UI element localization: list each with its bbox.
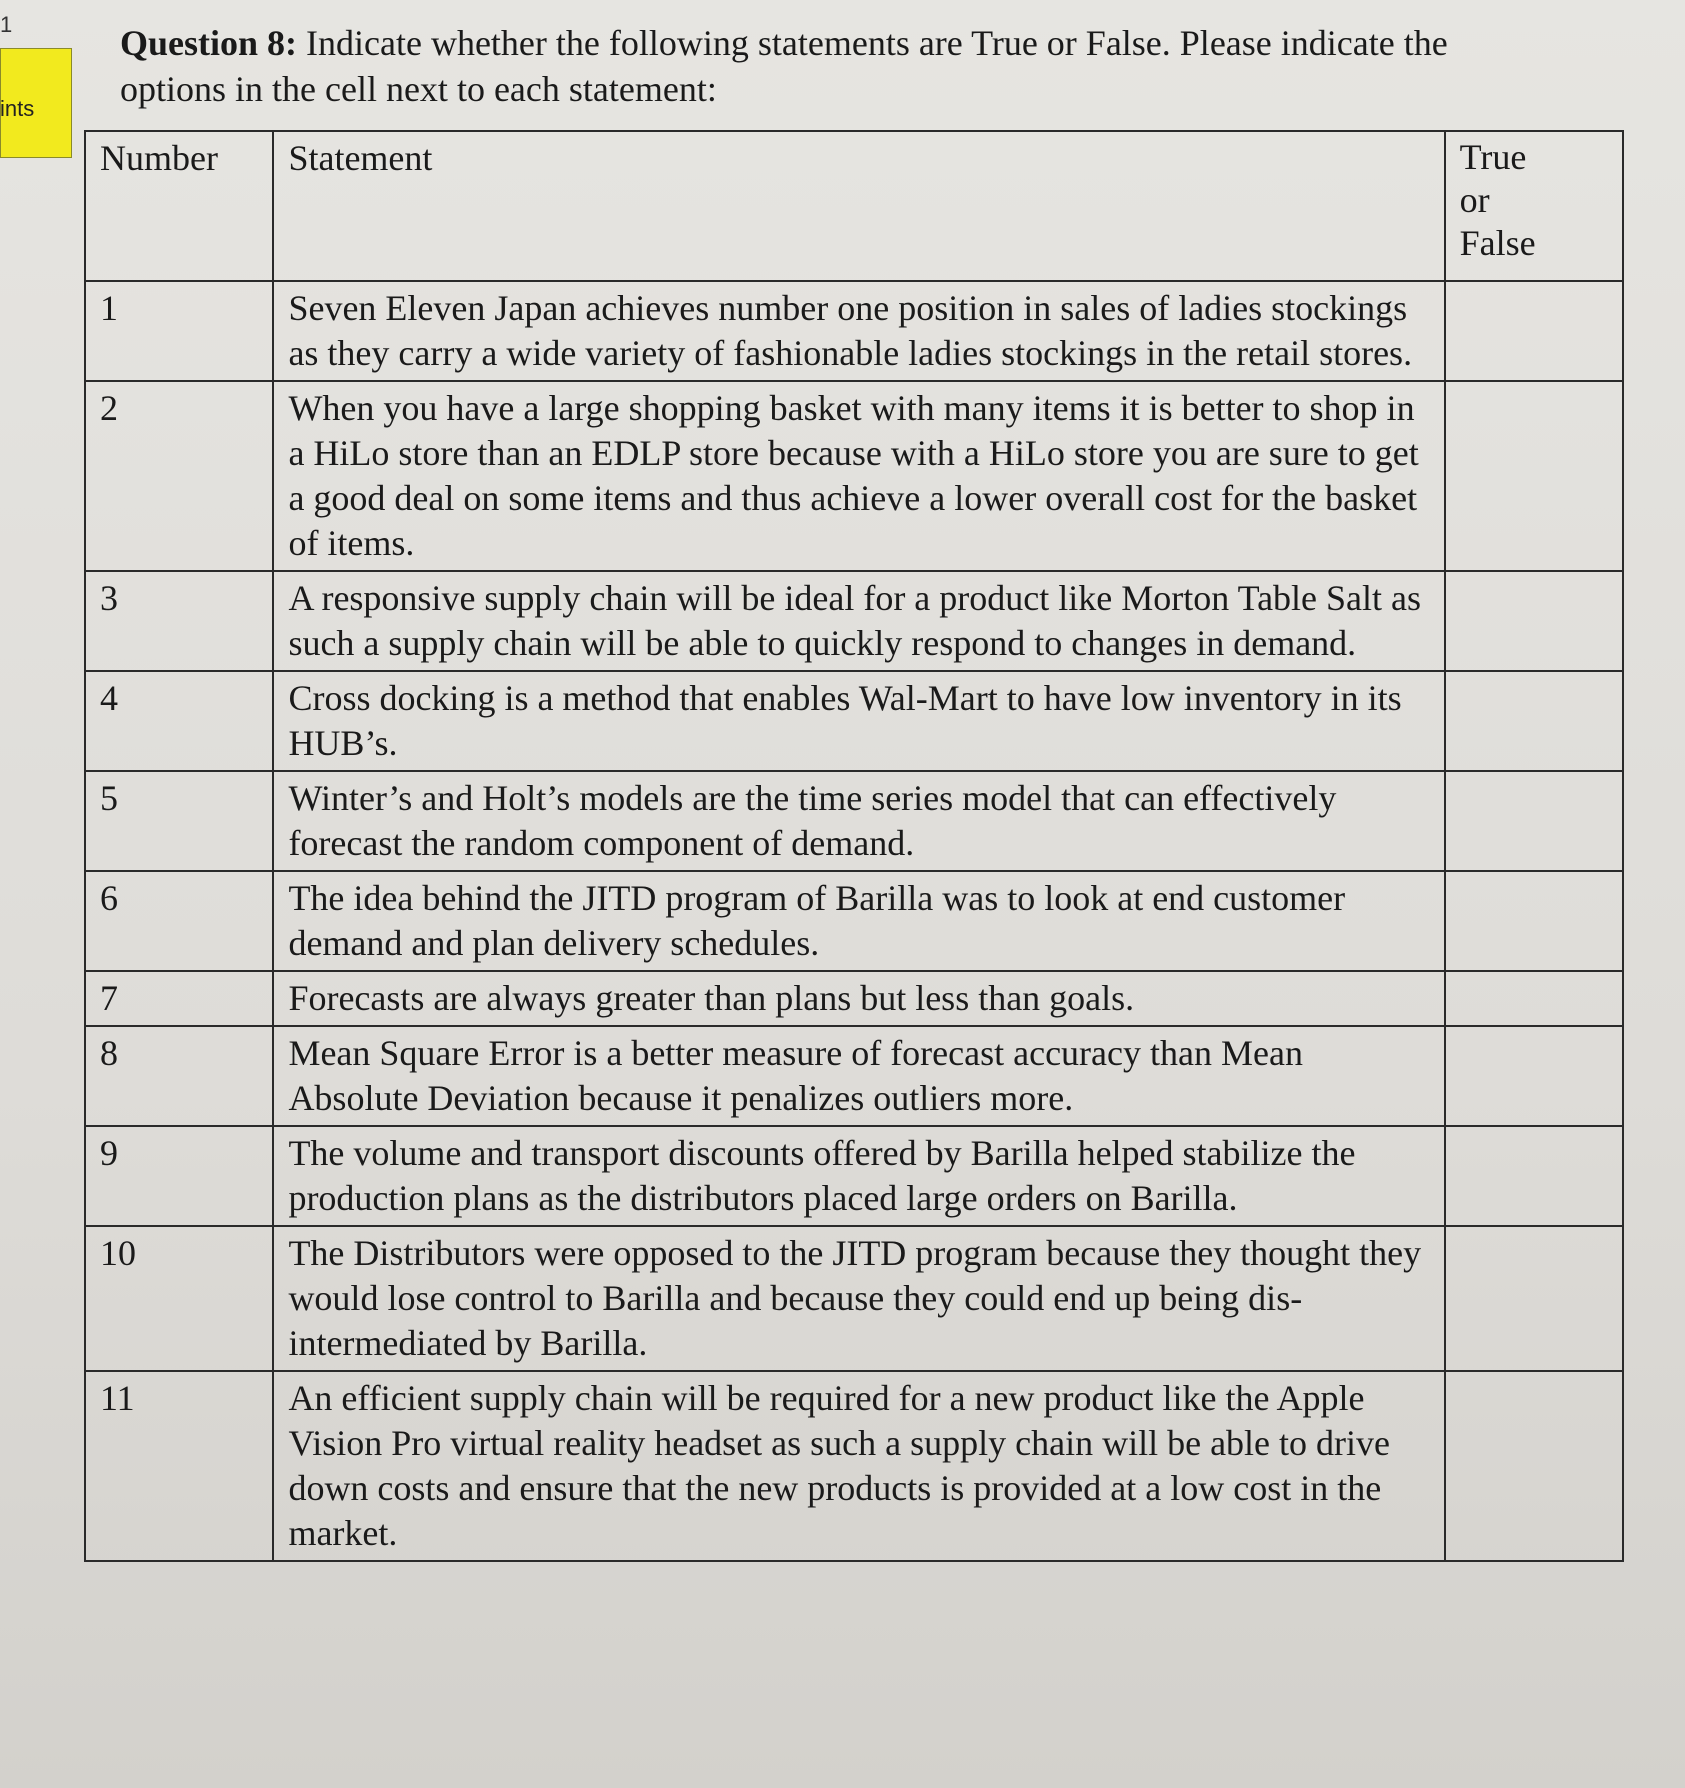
row-statement: The Distributors were opposed to the JITD program because they thought they would lose control to Barilla and because they could end up being dis-intermediated by Barilla. <box>273 1226 1444 1371</box>
table-row <box>85 571 1623 671</box>
row-statement: The idea behind the JITD program of Barilla was to look at end customer demand and plan delivery schedules. <box>273 871 1444 971</box>
row-number: 2 <box>85 381 273 571</box>
row-statement: Seven Eleven Japan achieves number one position in sales of ladies stockings as they carry a wide variety of fashionable ladies stockings in the retail stores. <box>273 281 1444 381</box>
table-row <box>85 381 1623 571</box>
row-number: 7 <box>85 971 273 1026</box>
table-row <box>85 971 1623 1026</box>
question-text: Indicate whether the following statements are True or False. Please indicate the options in the cell next to each statement: <box>120 23 1448 109</box>
header-number: Number <box>85 131 273 281</box>
points-number: 1 <box>0 12 13 37</box>
table-header-row <box>85 131 1623 281</box>
row-statement: Winter’s and Holt’s models are the time series model that can effectively forecast the random component of demand. <box>273 771 1444 871</box>
question-prompt <box>120 20 1540 112</box>
table-row <box>85 1026 1623 1126</box>
row-number: 1 <box>85 281 273 381</box>
header-tf-line1: True <box>1459 137 1527 177</box>
row-statement: Cross docking is a method that enables Wal-Mart to have low inventory in its HUB’s. <box>273 671 1444 771</box>
header-true-or-false <box>1445 131 1623 281</box>
answer-cell[interactable] <box>1445 1371 1623 1561</box>
answer-cell[interactable] <box>1445 1026 1623 1126</box>
header-tf-line2: or <box>1459 180 1490 220</box>
points-label: ints <box>0 96 35 121</box>
table-row <box>85 771 1623 871</box>
row-statement: The volume and transport discounts offered by Barilla helped stabilize the production plans as the distributors placed large orders on Barilla. <box>273 1126 1444 1226</box>
table-row <box>85 1126 1623 1226</box>
answer-cell[interactable] <box>1445 671 1623 771</box>
table-row <box>85 281 1623 381</box>
row-number: 9 <box>85 1126 273 1226</box>
true-false-table <box>84 130 1624 1562</box>
row-number: 3 <box>85 571 273 671</box>
row-number: 4 <box>85 671 273 771</box>
answer-cell[interactable] <box>1445 1226 1623 1371</box>
answer-cell[interactable] <box>1445 281 1623 381</box>
row-statement: An efficient supply chain will be required for a new product like the Apple Vision Pro virtual reality headset as such a supply chain will be able to drive down costs and ensure that the new products is provided at a low cost in the market. <box>273 1371 1444 1561</box>
row-statement: Mean Square Error is a better measure of forecast accuracy than Mean Absolute Deviation because it penalizes outliers more. <box>273 1026 1444 1126</box>
question-label: Question 8: <box>120 23 298 63</box>
row-number: 6 <box>85 871 273 971</box>
header-statement: Statement <box>273 131 1444 281</box>
row-statement: Forecasts are always greater than plans but less than goals. <box>273 971 1444 1026</box>
table-row <box>85 1226 1623 1371</box>
answer-cell[interactable] <box>1445 971 1623 1026</box>
row-statement: A responsive supply chain will be ideal for a product like Morton Table Salt as such a supply chain will be able to quickly respond to changes in demand. <box>273 571 1444 671</box>
row-statement: When you have a large shopping basket with many items it is better to shop in a HiLo store than an EDLP store because with a HiLo store you are sure to get a good deal on some items and thus achieve a lower overall cost for the basket of items. <box>273 381 1444 571</box>
table-row <box>85 871 1623 971</box>
table-row <box>85 1371 1623 1561</box>
row-number: 5 <box>85 771 273 871</box>
row-number: 11 <box>85 1371 273 1561</box>
table-row <box>85 671 1623 771</box>
answer-cell[interactable] <box>1445 771 1623 871</box>
answer-cell[interactable] <box>1445 381 1623 571</box>
answer-cell[interactable] <box>1445 571 1623 671</box>
row-number: 10 <box>85 1226 273 1371</box>
answer-cell[interactable] <box>1445 1126 1623 1226</box>
row-number: 8 <box>85 1026 273 1126</box>
header-tf-line3: False <box>1459 223 1536 263</box>
answer-cell[interactable] <box>1445 871 1623 971</box>
